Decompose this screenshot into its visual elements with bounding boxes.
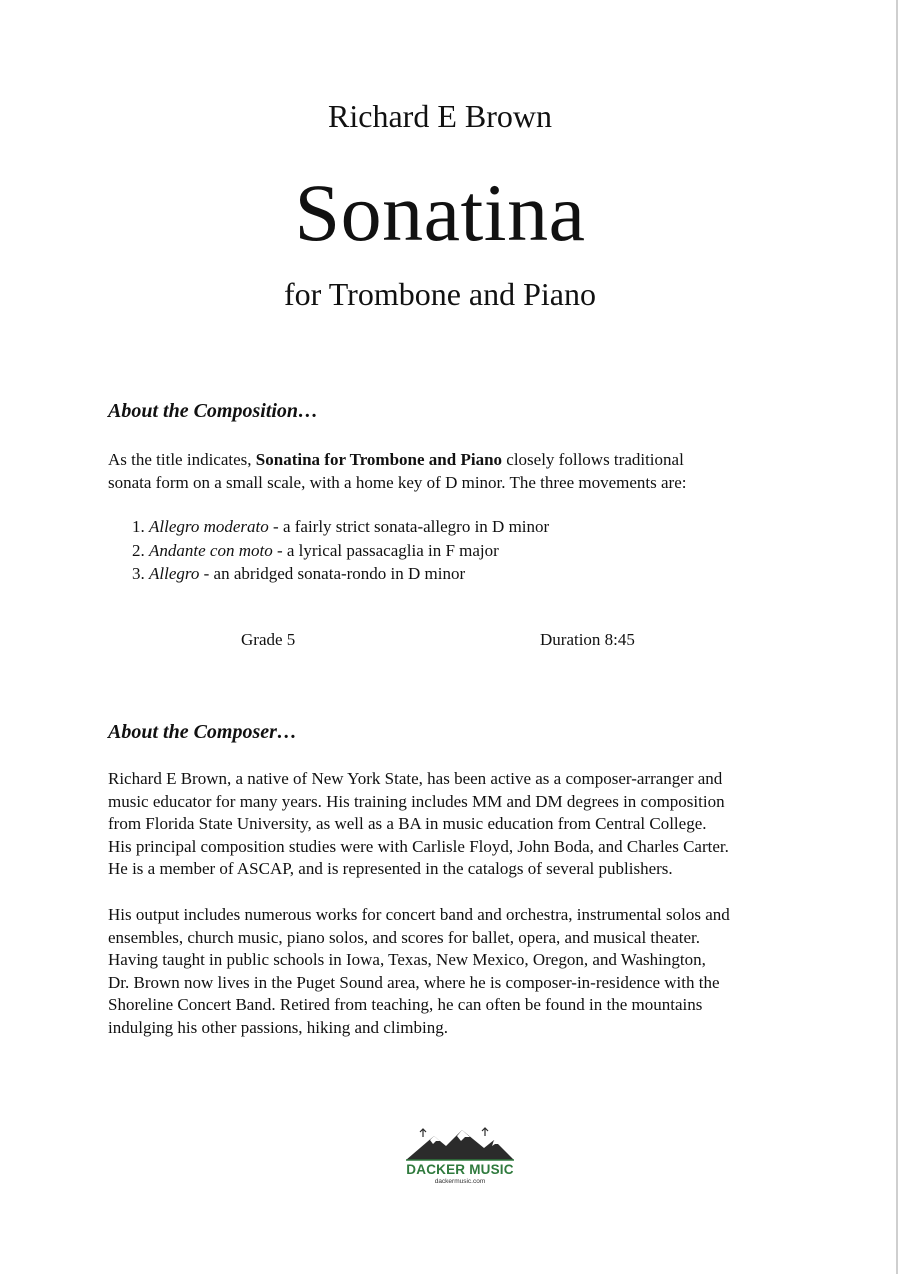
bio-line: Dr. Brown now lives in the Puget Sound area, where he is composer-in-residence with the [108, 972, 720, 992]
movement-description: - a fairly strict sonata-allegro in D minor [268, 517, 550, 536]
bio-paragraph-2 [108, 904, 838, 1040]
bio-line: His principal composition studies were with Carlisle Floyd, John Boda, and Charles Carter. [108, 836, 729, 856]
bio-line: music educator for many years. His training includes MM and DM degrees in composition [108, 791, 725, 811]
movement-description: - a lyrical passacaglia in F major [272, 540, 499, 560]
movement-item [132, 562, 549, 586]
bio-line: indulging his other passions, hiking and climbing. [108, 1017, 448, 1037]
composition-intro [108, 449, 838, 494]
intro-text-after: closely follows traditional [502, 450, 684, 469]
grade-level: Grade 5 [241, 630, 296, 649]
composer-name: Richard E Brown [328, 98, 552, 134]
movement-tempo: Andante con moto [149, 540, 273, 560]
intro-text-before: As the title indicates, [108, 450, 256, 469]
movement-number: 2. [132, 540, 145, 560]
movement-tempo: Allegro [149, 564, 200, 583]
piece-subtitle: for Trombone and Piano [284, 276, 596, 312]
movement-tempo: Allegro moderato [149, 517, 269, 536]
movement-list [132, 515, 549, 586]
bio-line: from Florida State University, as well as a BA in music education from Central College. [108, 814, 707, 834]
duration: Duration 8:45 [540, 630, 635, 649]
composer-heading: About the Composer… [108, 721, 297, 743]
movement-item [132, 515, 549, 539]
mountain-icon [400, 1126, 520, 1162]
piece-title: Sonatina [294, 167, 586, 258]
bio-line: ensembles, church music, piano solos, and scores for ballet, opera, and musical theater. [108, 927, 700, 947]
bio-line: His output includes numerous works for concert band and orchestra, instrumental solos and [108, 905, 730, 924]
intro-title-bold: Sonatina for Trombone and Piano [255, 450, 503, 469]
bio-line: Having taught in public schools in Iowa, Texas, New Mexico, Oregon, and Washington, [108, 950, 706, 970]
publisher-url: dackermusic.com [434, 1178, 486, 1185]
bio-line: Shoreline Concert Band. Retired from teaching, he can often be found in the mountains [108, 995, 703, 1015]
movement-number: 3. [132, 564, 145, 583]
publisher-logo [400, 1126, 520, 1196]
movement-item [132, 539, 549, 563]
movement-description: - an abridged sonata-rondo in D minor [199, 564, 466, 583]
bio-line: He is a member of ASCAP, and is represented in the catalogs of several publishers. [108, 859, 673, 879]
bio-paragraph-1 [108, 768, 838, 881]
publisher-name: DACKER MUSIC [406, 1162, 514, 1177]
bio-line: Richard E Brown, a native of New York State, has been active as a composer-arranger and [108, 769, 723, 788]
intro-line-1 [108, 449, 838, 472]
intro-line-2: sonata form on a small scale, with a home key of D minor. The three movements are: [108, 472, 687, 492]
composition-heading: About the Composition… [108, 400, 319, 422]
movement-number: 1. [132, 517, 145, 536]
